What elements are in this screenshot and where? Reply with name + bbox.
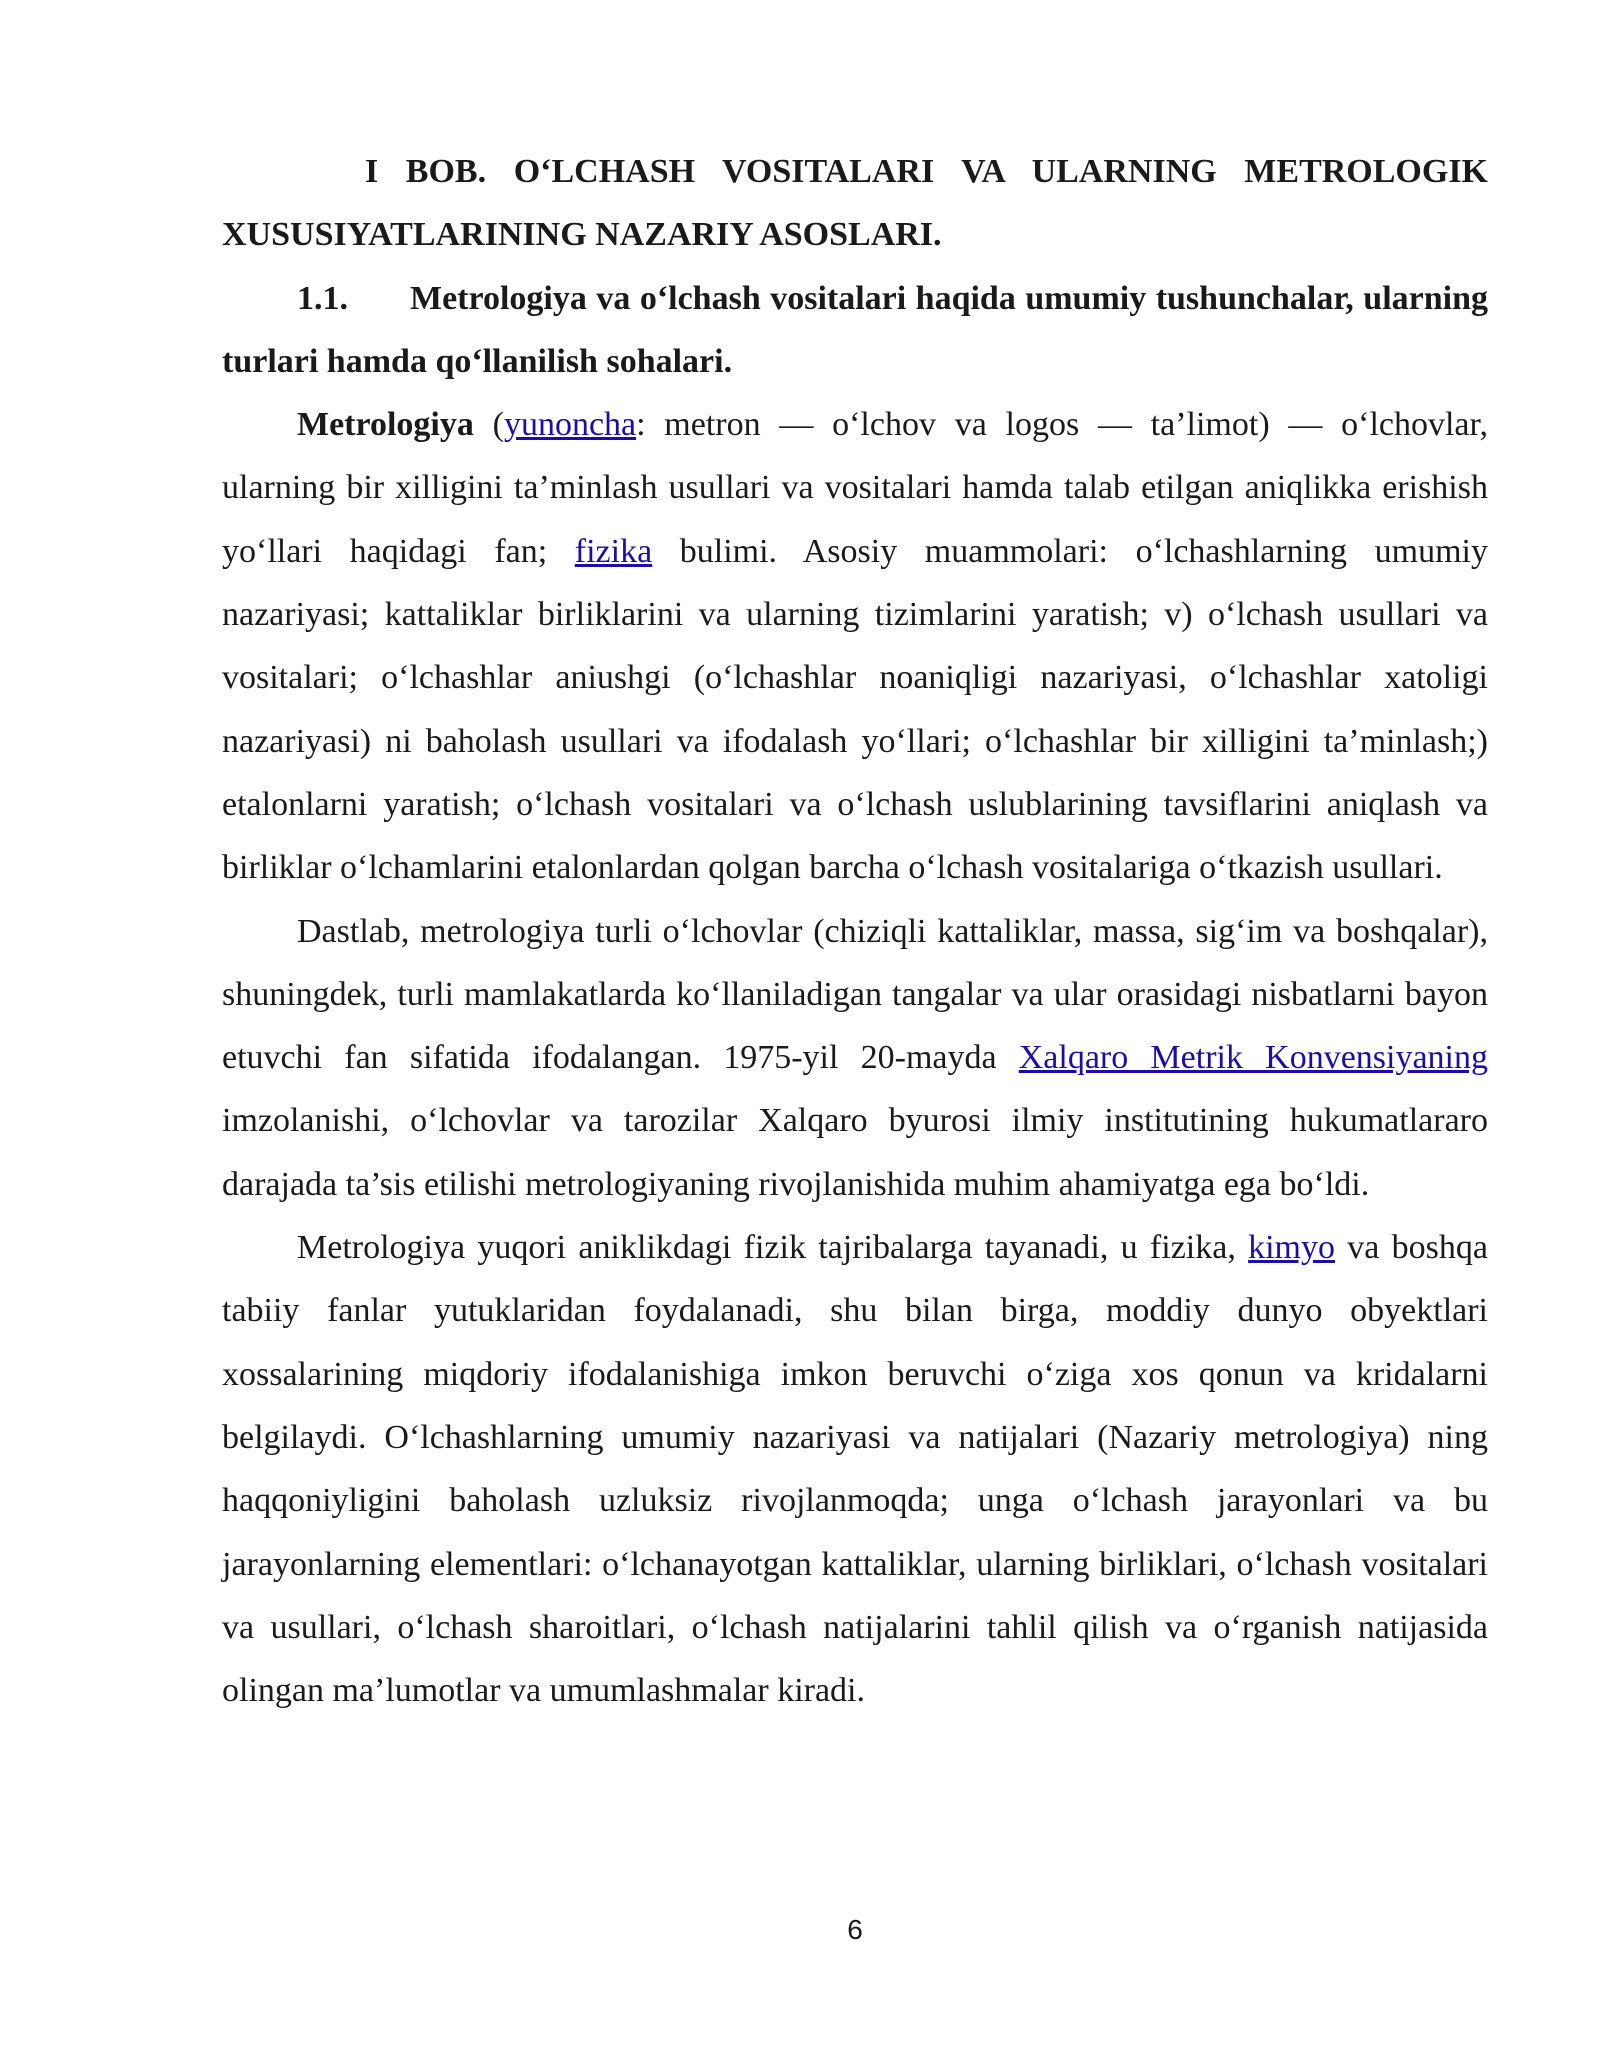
paragraph-theory — [222, 1216, 1488, 1722]
term-metrologiya: Metrologiya — [297, 406, 474, 444]
link-metric-convention[interactable]: Xalqaro Metrik Konvensiyaning — [1018, 1039, 1488, 1077]
paragraph-history — [222, 900, 1488, 1216]
paragraph-definition — [222, 393, 1488, 899]
section-heading — [222, 267, 1488, 394]
paragraph-text: Metrologiya yuqori aniklikdagi fizik tajribalarga tayanadi, u fizika, — [297, 1229, 1249, 1267]
link-kimyo[interactable]: kimyo — [1248, 1229, 1336, 1267]
link-fizika[interactable]: fizika — [574, 532, 653, 570]
section-number: 1.1. — [297, 279, 348, 317]
paragraph-text: bulimi. Asosiy muammolari: o‘lchashlarning umumiy nazariyasi; kattaliklar birliklarini va ularning tizimlarini yaratish; v) o‘lchash usullari va vositalari; o‘lchashlar aniushgi (o‘lchashlar noaniqligi nazariyasi, o‘lchashlar xatoligi nazariyasi) ni baholash usullari va ifodalash yo‘llari; o‘lchashlar bir xilligini ta’minlash;) etalonlarni yaratish; o‘lchash vositalari va o‘lchash uslublarining tavsiflarini aniqlash va birliklar o‘lchamlarini etalonlardan qolgan barcha o‘lchash vositalariga o‘tkazish usullari. — [222, 532, 1488, 887]
paragraph-text: : metron — o‘lchov va logos — ta’limot) — o‘lchovlar, ularning bir xilligini ta’minlash usullari va vositalari hamda talab etilgan aniqlikka erishish yo‘llari haqidagi fan; — [222, 406, 1488, 570]
link-yunoncha[interactable]: yunoncha — [503, 406, 637, 444]
chapter-title: I BOB. O‘LCHASH VOSITALARI VA ULARNING METROLOGIK XUSUSIYATLARINING NAZARIY ASOSLARI. — [222, 153, 1488, 254]
paragraph-text: Dastlab, metrologiya turli o‘lchovlar (chiziqli kattaliklar, massa, sig‘im va boshqalar), shuningdek, turli mamlakatlarda ko‘llaniladigan tangalar va ular orasidagi nisbatlarni bayon etuvchi fan sifatida ifodalangan. 1975-yil 20-mayda — [222, 912, 1488, 1077]
paren-open: ( — [473, 406, 504, 444]
page-number: 6 — [847, 1914, 863, 1945]
paragraph-text: imzolanishi, o‘lchovlar va tarozilar Xalqaro byurosi ilmiy institutining hukumatlararo darajada ta’sis etilishi metrologiyaning rivojlanishida muhim ahamiyatga ega bo‘ldi. — [222, 1102, 1488, 1203]
paragraph-text: va boshqa tabiiy fanlar yutuklaridan foydalanadi, shu bilan birga, moddiy dunyo obyektlari xossalarining miqdoriy ifodalanishiga imkon beruvchi o‘ziga xos qonun va kridalarni belgilaydi. O‘lchashlarning umumiy nazariyasi va natijalari (Nazariy metrologiya) ning haqqoniyligini baholash uzluksiz rivojlanmoqda; unga o‘lchash jarayonlari va bu jarayonlarning elementlari: o‘lchanayotgan kattaliklar, ularning birliklari, o‘lchash vositalari va usullari, o‘lchash sharoitlari, o‘lchash natijalarini tahlil qilish va o‘rganish natijasida olingan ma’lumotlar va umumlashmalar kiradi. — [222, 1229, 1488, 1710]
document-page — [222, 140, 1488, 1722]
section-title: Metrologiya va o‘lchash vositalari haqida umumiy tushunchalar, ularning turlari hamda qo‘llanilish sohalari. — [222, 279, 1488, 380]
